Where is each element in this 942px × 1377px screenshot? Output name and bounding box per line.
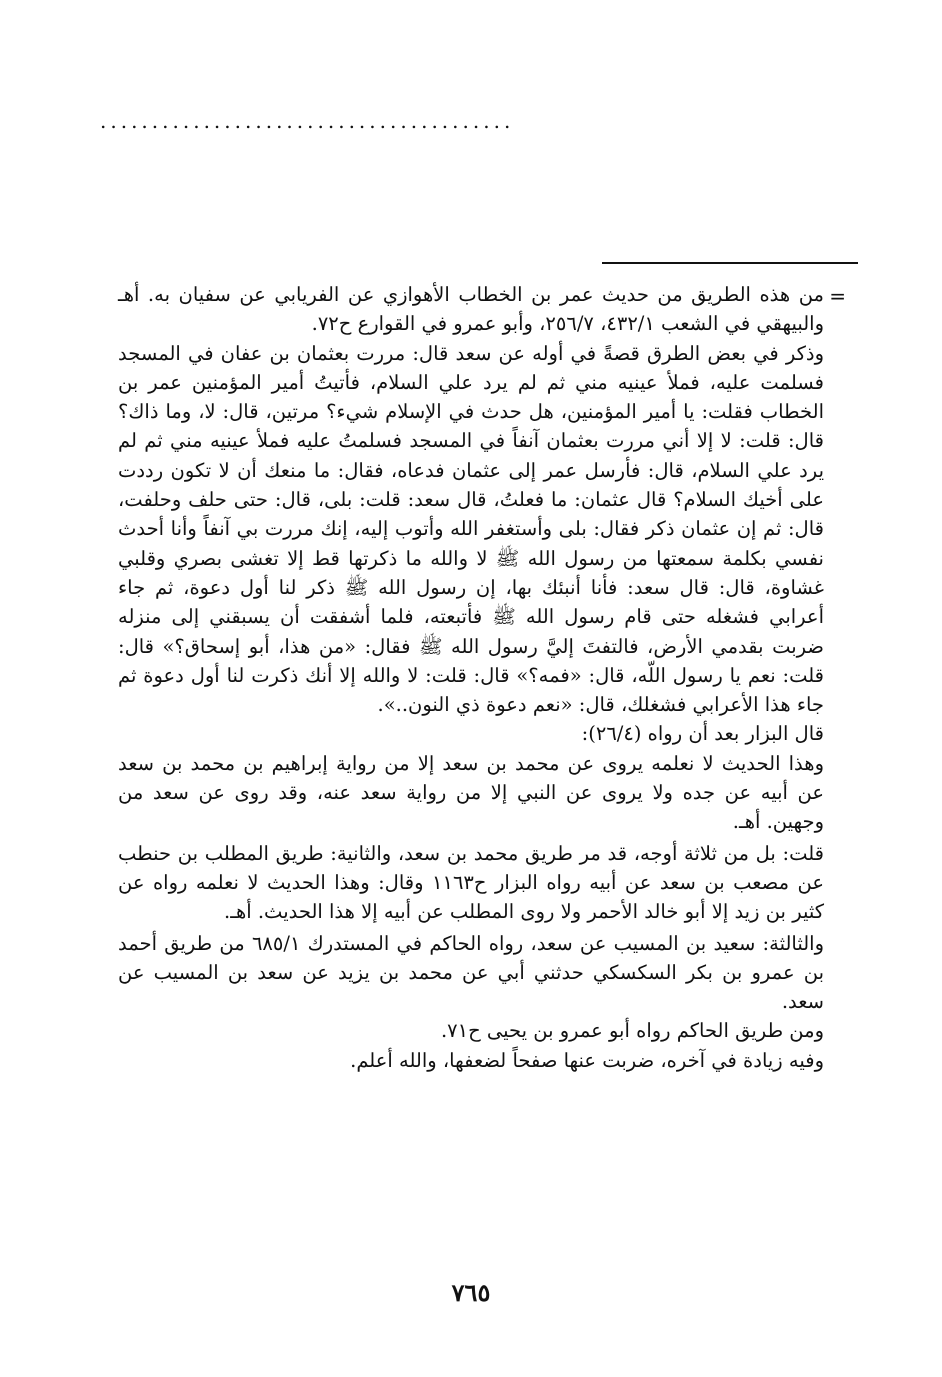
paragraph-4: وهذا الحديث لا نعلمه يروى عن محمد بن سعد إلا من رواية إبراهيم بن محمد بن سعد عن أبيه عن جده ولا يروى عن النبي إلا من رواية سعد عنه، وقد روى عن سعد من وجهين. أهـ. bbox=[118, 751, 824, 834]
footnote-text bbox=[118, 280, 824, 1075]
paragraph-5: قلت: بل من ثلاثة أوجه، قد مر طريق محمد بن سعد، والثانية: طريق المطلب بن حنطب عن مصعب بن سعد عن أبيه رواه البزار ح١١٦٣ وقال: وهذا الحديث لا نعلمه رواه عن كثير بن زيد إلا أبو خالد الأحمر ولا روى المطلب عن أبيه إلا هذا الحديث. أهـ. bbox=[118, 841, 824, 924]
paragraph-8: وفيه زيادة في آخره، ضربت عنها صفحاً لضعفها، والله أعلم. bbox=[350, 1048, 824, 1072]
paragraph-6: والثالثة: سعيد بن المسيب عن سعد، رواه الحاكم في المستدرك ٦٨٥/١ من طريق أحمد بن عمرو بن بكر السكسكي حدثني أبي عن محمد بن يزيد عن سعد بن المسيب عن سعد. bbox=[118, 931, 825, 1014]
paragraph-3: قال البزار بعد أن رواه (٢٦/٤): bbox=[581, 722, 824, 746]
paragraph-1: من هذه الطريق من حديث عمر بن الخطاب الأهوازي عن الفريابي عن سفيان به. أهـ والبيهقي في الشعب ٤٣٢/١، ٢٥٦/٧، وأبو عمرو في القوارع ح٧٢. bbox=[118, 283, 824, 336]
paragraph-7: ومن طريق الحاكم رواه أبو عمرو بن يحيى ح٧١. bbox=[440, 1019, 824, 1043]
page-number: ٧٦٥ bbox=[451, 1278, 491, 1307]
footnote-rule bbox=[602, 262, 858, 264]
dotted-divider: ........................................ bbox=[100, 112, 515, 130]
continuation-mark: = bbox=[829, 284, 846, 308]
paragraph-2: وذكر في بعض الطرق قصةً في أوله عن سعد قال: مررت بعثمان بن عفان في المسجد فسلمت عليه، فملأ عينيه مني ثم لم يرد علي السلام، فأتيتُ أمير المؤمنين عمر بن الخطاب فقلت: يا أمير المؤمنين، هل حدث في الإسلام شيء؟ مرتين، قال: لا، وما ذاك؟ قال: قلت: لا إلا أني مررت بعثمان آنفاً في المسجد فسلمتُ عليه فملأ عينيه مني ثم لم يرد علي السلام، قال: فأرسل عمر إلى عثمان فدعاه، فقال: ما منعك أن لا تكون رددت على أخيك السلام؟ قال عثمان: ما فعلتُ، قال سعد: قلت: بلى، قال: حتى حلف وحلفت، قال: ثم إن عثمان ذكر فقال: بلى وأستغفر الله وأتوب إليه، إنك مررت بي آنفاً وأنا أحدث نفسي بكلمة سمعتها من رسول الله ﷺ لا والله ما ذكرتها قط إلا تغشى بصري وقلبي غشاوة، قال: قال سعد: فأنا أنبئك بها، إن رسول الله ﷺ ذكر لنا أول دعوة، ثم جاء أعرابي فشغله حتى قام رسول الله ﷺ فأتبعته، فلما أشفقت أن يسبقني إلى منزله ضربت بقدمي الأرض، فالتفتَ إليَّ رسول الله ﷺ فقال: «من هذا، أبو إسحاق؟» قال: قلت: نعم يا رسول اللّه، قال: «فمه؟» قال: قلت: لا والله إلا أنك ذكرت لنا أول دعوة ثم جاء هذا الأعرابي فشغلك، قال: «نعم دعوة ذي النون..». bbox=[118, 341, 824, 717]
